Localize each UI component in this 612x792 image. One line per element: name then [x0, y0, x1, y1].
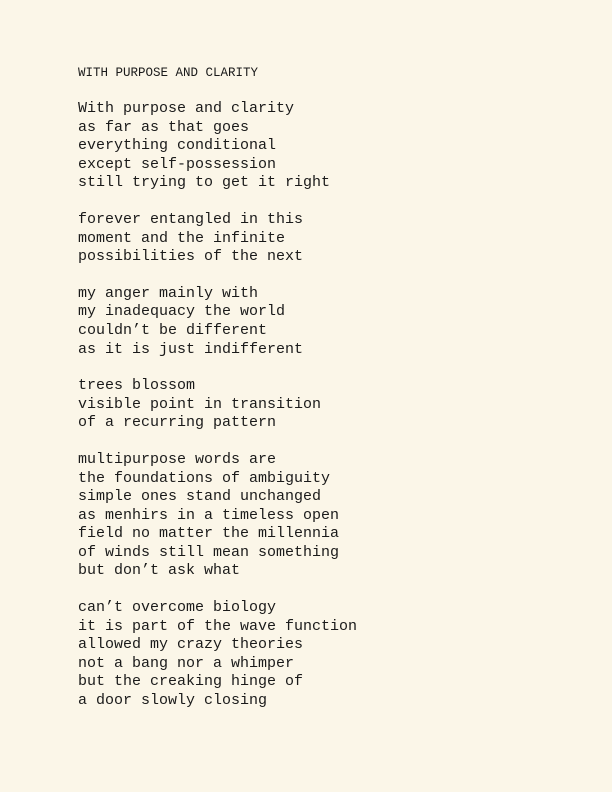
poem-line: simple ones stand unchanged — [78, 488, 322, 506]
poem-line: visible point in transition — [78, 395, 322, 413]
poem-line: my inadequacy the world — [78, 303, 286, 321]
poem-line: as menhirs in a timeless open — [78, 506, 340, 524]
poem-line: except self-possession — [78, 155, 277, 173]
poem-line: field no matter the millennia — [78, 525, 340, 543]
poem-line: but the creaking hinge of — [78, 673, 304, 691]
poem-line: multipurpose words are — [78, 450, 277, 468]
poem-line: still trying to get it right — [78, 174, 331, 192]
poem-title: WITH PURPOSE AND CLARITY — [78, 66, 259, 80]
poem-line: but don’t ask what — [78, 562, 241, 580]
poem-line: trees blossom — [78, 377, 196, 395]
poem-line: not a bang nor a whimper — [78, 654, 295, 672]
poem-line: as it is just indifferent — [78, 340, 304, 358]
poem-line: moment and the infinite — [78, 229, 286, 247]
poem-line: everything conditional — [78, 137, 277, 155]
poem-line: my anger mainly with — [78, 284, 259, 302]
stanza-5 — [78, 451, 598, 581]
poem-line: forever entangled in this — [78, 210, 304, 228]
poem-line: couldn’t be different — [78, 321, 268, 339]
poem-line: it is part of the wave function — [78, 617, 358, 635]
stanza-1 — [78, 100, 598, 193]
stanza-4 — [78, 377, 598, 433]
poem-page — [78, 64, 598, 729]
poem-body — [78, 100, 598, 711]
poem-line: possibilities of the next — [78, 248, 304, 266]
poem-line: can’t overcome biology — [78, 599, 277, 617]
stanza-2 — [78, 211, 598, 267]
poem-line: the foundations of ambiguity — [78, 469, 331, 487]
poem-line: With purpose and clarity — [78, 100, 295, 117]
poem-line: of a recurring pattern — [78, 414, 277, 432]
stanza-3 — [78, 285, 598, 359]
poem-line: of winds still mean something — [78, 543, 340, 561]
poem-line: a door slowly closing — [78, 692, 268, 710]
stanza-6 — [78, 599, 598, 711]
poem-line: as far as that goes — [78, 118, 250, 136]
poem-line: allowed my crazy theories — [78, 636, 304, 654]
